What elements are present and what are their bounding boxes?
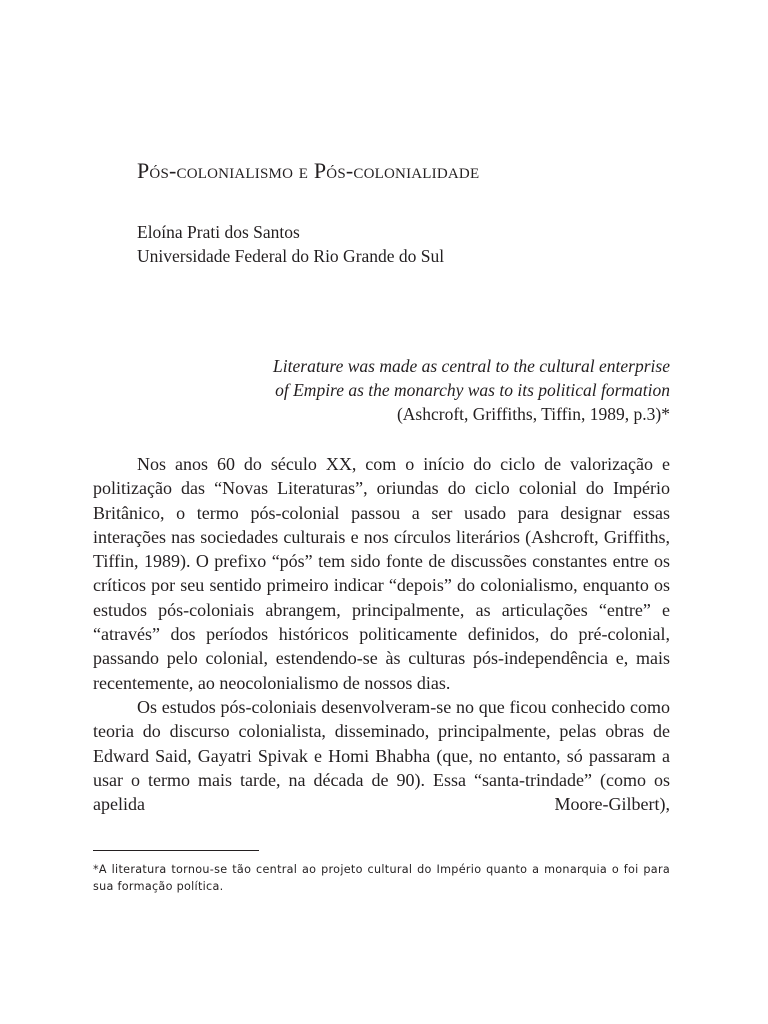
paragraph-1: Nos anos 60 do século XX, com o início do ciclo de valorização e politização das “Novas Literaturas”, oriundas do ciclo colonial do Império Britânico, o termo pós-colonial passou a ser usado para designar essas interações nas sociedades culturais e nos círculos literários (Ashcroft, Griffiths, Tiffin, 1989). O prefixo “pós” tem sido fonte de discussões constantes entre os críticos por seu sentido primeiro indicar “depois” do colonialismo, enquanto os estudos pós-coloniais abrangem, principalmente, as articulações “entre” e “através” dos períodos históricos politicamente definidos, do pré-colonial, passando pelo colonial, estendendo-se às culturas pós-independência e, mais recentemente, ao neocolonialismo de nossos dias.: [93, 454, 670, 693]
epigraph-line-2: of Empire as the monarchy was to its political formation: [275, 380, 670, 400]
paragraph-2: Os estudos pós-coloniais desenvolveram-se no que ficou conhecido como teoria do discurso colonialista, disseminado, principalmente, pelas obras de Edward Said, Gayatri Spivak e Homi Bhabha (que, no entanto, só passaram a usar o termo mais tarde, na década de 90). Essa “santa-trindade” (como os apelida Moore-Gilbert),: [93, 696, 670, 815]
author-affiliation: Universidade Federal do Rio Grande do Sul: [137, 246, 445, 266]
epigraph-citation: (Ashcroft, Griffiths, Tiffin, 1989, p.3)*: [396, 404, 670, 424]
author-block: [137, 220, 444, 268]
epigraph-line-1: Literature was made as central to the cultural enterprise: [273, 356, 670, 376]
footnote-divider: [93, 850, 259, 851]
article-title: Pós-colonialismo e Pós-colonialidade: [137, 158, 480, 183]
body-text: [93, 452, 670, 816]
epigraph: [273, 354, 670, 426]
footnote: *A literatura tornou-se tão central ao projeto cultural do Império quanto a monarquia o foi para sua formação política.: [93, 863, 670, 893]
author-name: Eloína Prati dos Santos: [137, 222, 300, 242]
